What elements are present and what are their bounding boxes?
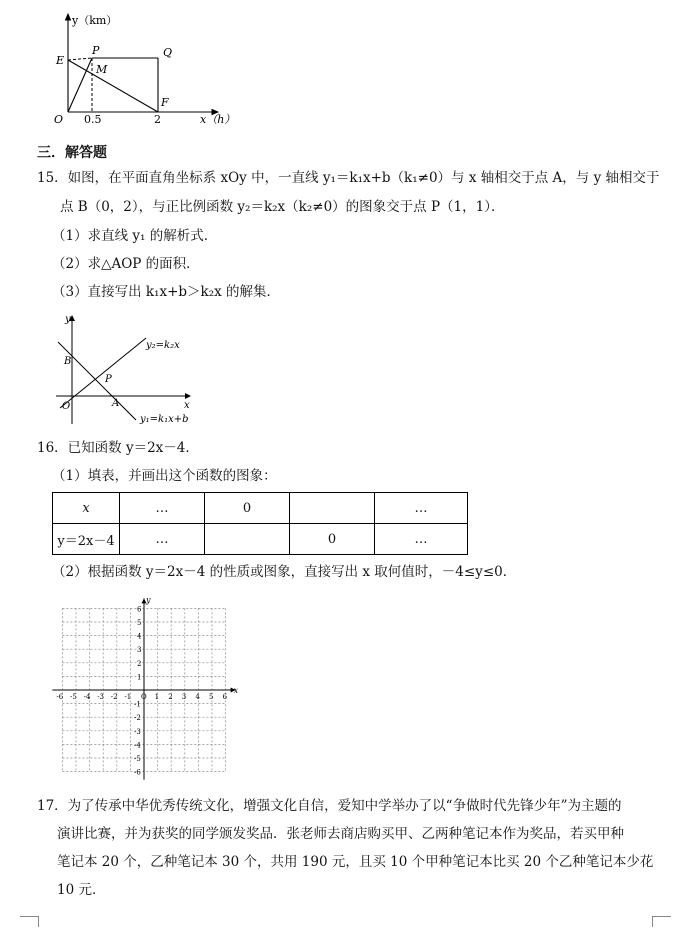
grid-y-label: y bbox=[146, 595, 151, 605]
x-tick-label: 3 bbox=[181, 693, 187, 701]
y-tick-label: 3 bbox=[137, 646, 142, 655]
q16-sub2: （2）根据函数 y＝2x－4 的性质或图象，直接写出 x 取何值时，－4≤y≤0． bbox=[52, 564, 517, 580]
top-point-E: E bbox=[56, 54, 65, 67]
table-cell: … bbox=[120, 524, 205, 555]
y-tick-label: 1 bbox=[137, 673, 142, 682]
q15-fig-B: B bbox=[64, 356, 72, 367]
y-tick-label: 5 bbox=[137, 619, 142, 627]
table-row bbox=[53, 524, 468, 555]
crop-mark-left bbox=[20, 916, 39, 927]
x-tick-label: 1 bbox=[154, 693, 160, 701]
x-tick-label: O bbox=[141, 693, 147, 701]
q16-sub1: （1）填表，并画出这个函数的图象： bbox=[52, 468, 277, 484]
table-cell bbox=[205, 524, 290, 555]
q15-fig-A: A bbox=[112, 398, 120, 409]
x-tick-label: -3 bbox=[97, 693, 105, 701]
q15-sub3: （3）直接写出 k₁x+b＞k₂x 的解集． bbox=[52, 284, 281, 300]
y-tick-label: -4 bbox=[134, 741, 141, 750]
q15-line2: 点 B（0，2），与正比例函数 y₂＝k₂x（k₂≠0）的图象交于点 P（1，1）． bbox=[60, 199, 505, 215]
q15-fig-y: y bbox=[65, 314, 71, 325]
x-tick-label: -4 bbox=[83, 693, 91, 701]
y-tick-label: 4 bbox=[137, 632, 142, 641]
x-tick-label: 5 bbox=[209, 693, 214, 701]
x-tick-label: 4 bbox=[195, 693, 200, 701]
x-tick-label: -2 bbox=[110, 693, 118, 701]
table-cell: … bbox=[375, 524, 468, 555]
q15-fig-O: O bbox=[62, 401, 71, 412]
q17-line1: 17．为了传承中华优秀传统文化，增强文化自信，爱知中学举办了以“争做时代先锋少年”为主题的 bbox=[37, 798, 622, 814]
q15-sub1: （1）求直线 y₁ 的解析式． bbox=[52, 228, 218, 244]
x-tick-label: 6 bbox=[222, 693, 228, 701]
q15-fig-P: P bbox=[105, 374, 112, 385]
q15-fig-x: x bbox=[184, 400, 190, 411]
y-tick-label: -1 bbox=[134, 700, 141, 709]
q16-table bbox=[52, 492, 468, 555]
q17-line3: 笔记本 20 个，乙种笔记本 30 个，共用 190 元，且买 10 个甲种笔记本比买 20 个乙种笔记本少花 bbox=[57, 854, 654, 870]
table-cell: 0 bbox=[205, 493, 290, 524]
top-point-Q: Q bbox=[163, 46, 173, 59]
y-tick-label: -2 bbox=[134, 714, 141, 723]
q17-line2: 演讲比赛，并为获奖的同学颁发奖品．张老师去商店购买甲、乙两种笔记本作为奖品，若买甲种 bbox=[57, 826, 624, 842]
table-cell: y＝2x－4 bbox=[53, 524, 120, 555]
q15-fig-l2: y₂=k₂x bbox=[146, 340, 180, 351]
q15-figure bbox=[48, 308, 198, 430]
grid-x-label: x bbox=[233, 686, 239, 695]
table-cell: x bbox=[53, 493, 120, 524]
q17-line4: 10 元． bbox=[57, 882, 106, 898]
y-tick-label: 6 bbox=[137, 605, 142, 614]
table-row bbox=[53, 493, 468, 524]
y-tick-label: -3 bbox=[134, 727, 141, 736]
top-point-M: M bbox=[96, 63, 108, 76]
y-tick-label: 2 bbox=[137, 659, 142, 668]
x-tick-label: -5 bbox=[70, 693, 77, 701]
top-x-label: x（h） bbox=[200, 113, 236, 126]
table-cell: 0 bbox=[290, 524, 375, 555]
q16-line1: 16．已知函数 y＝2x－4． bbox=[37, 440, 199, 456]
top-y-label: y（km） bbox=[72, 14, 118, 27]
top-figure bbox=[40, 8, 250, 128]
table-cell: … bbox=[120, 493, 205, 524]
q15-line1: 15．如图，在平面直角坐标系 xOy 中，一直线 y₁＝k₁x+b（k₁≠0）与 x 轴相交于点 A，与 y 轴相交于 bbox=[37, 170, 660, 186]
top-point-O: O bbox=[54, 113, 64, 126]
top-tick-2: 2 bbox=[154, 113, 161, 126]
y-tick-label: -6 bbox=[134, 768, 141, 777]
top-tick-05: 0.5 bbox=[84, 113, 102, 126]
top-point-P: P bbox=[92, 44, 100, 57]
table-cell: … bbox=[375, 493, 468, 524]
q16-grid bbox=[52, 590, 252, 780]
x-tick-label: -1 bbox=[124, 693, 132, 701]
crop-mark-right bbox=[652, 916, 671, 927]
x-tick-label: -6 bbox=[56, 693, 64, 701]
q15-sub2: （2）求△AOP 的面积． bbox=[52, 256, 200, 272]
top-point-F: F bbox=[161, 96, 169, 109]
section-title: 三．解答题 bbox=[37, 145, 107, 161]
y-tick-label: -5 bbox=[134, 755, 141, 763]
x-tick-label: 2 bbox=[168, 693, 173, 701]
q15-fig-l1: y₁=k₁x+b bbox=[140, 414, 189, 425]
table-cell bbox=[290, 493, 375, 524]
